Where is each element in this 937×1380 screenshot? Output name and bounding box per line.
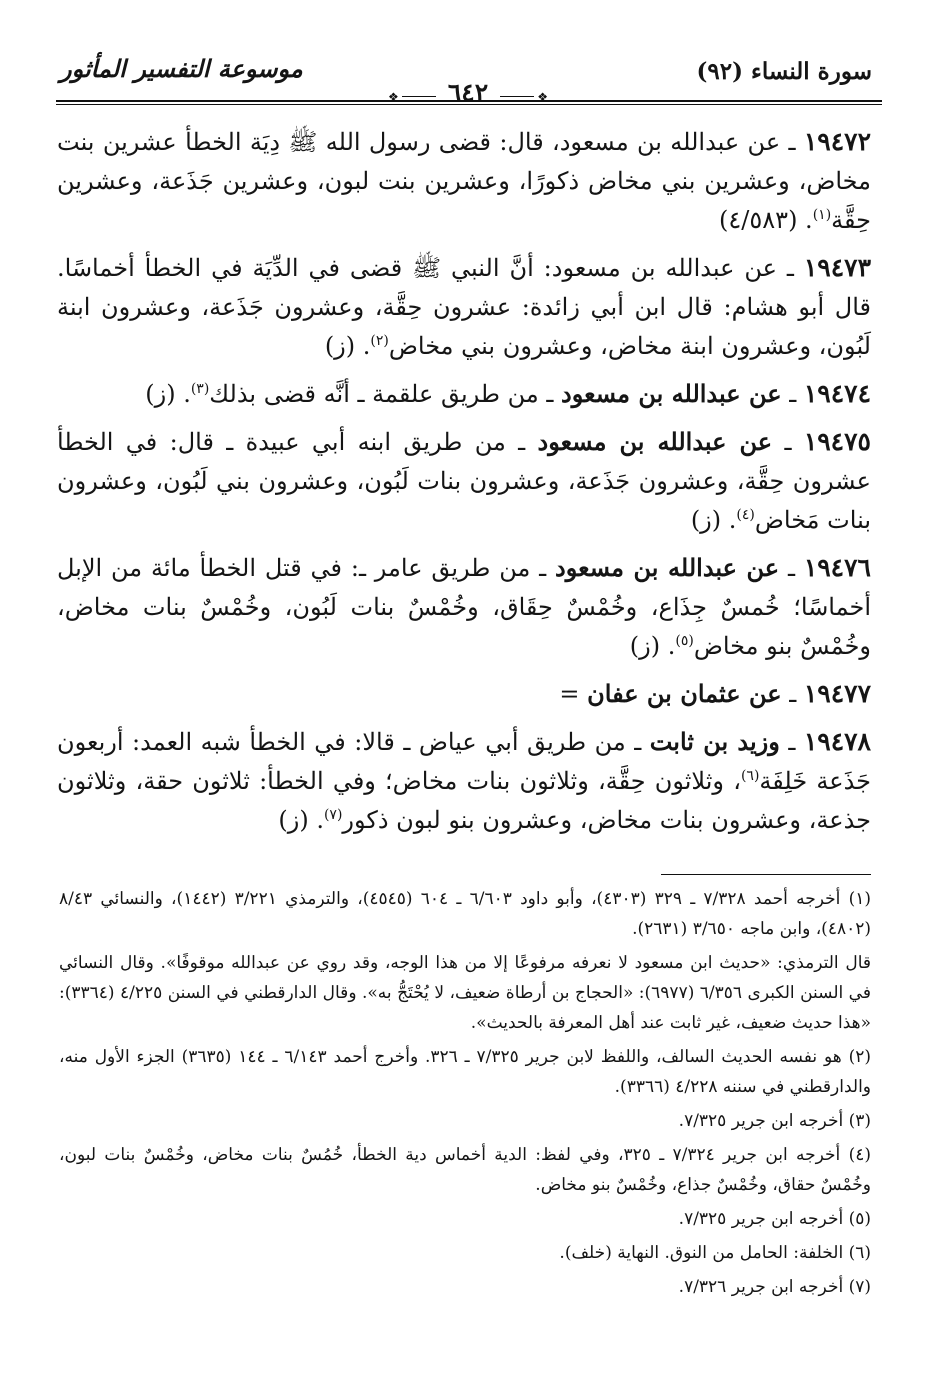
entry-text-continued: ، وثلاثون حِقَّة، وثلاثون بنات مخاض؛ وفي الخطأ: ثلاثون حقة، وثلاثون جذعة، وعشرون بنات مخاض، وعشرون بنو لبون ذكور [57,767,871,834]
ornament-line [500,96,534,97]
entry-number: ١٩٤٧٣ [803,253,871,282]
footnote-ref[interactable]: (١) [812,207,832,223]
ornament-icon: ❖ [388,90,399,104]
entry-text: ـ عن عبدالله بن مسعود، قال: قضى رسول الله ﷺ دِيَة الخطأ عشرين بنت مخاض، وعشرين بني مخاض ذكورًا، وعشرين بنت لبون، وعشرين جَذَعة، وعشرين حِقَّة [57,128,871,234]
entry: ١٩٤٧٦ ـ عن عبدالله بن مسعود ـ من طريق عامر ـ: في قتل الخطأ مائة من الإبل أخماسًا؛ خُمسٌ جِذَاع، وخُمْسٌ حِقَاق، وخُمْسٌ بنات لَبُون، وخُمْسٌ بنات مخاض، وخُمْسٌ بنو مخاض$^{(٥)}$. (ز) [57,553,871,660]
entry-number: ١٩٤٧٧ [803,679,871,708]
footnote-ref[interactable]: (٤) [736,507,755,523]
footnote-ref[interactable]: (٣) [190,381,210,397]
entry-tail: . (ز) [324,332,371,360]
narrator-name: عن عبدالله بن مسعود [537,427,773,456]
entry-text: ـ من طريق أبي عياض ـ قالا: في الخطأ شبه العمد: أربعون جَذَعة خَلِفَة [57,728,871,795]
footnote: قال الترمذي: «حديث ابن مسعود لا نعرفه مرفوعًا إلا من هذا الوجه، وقد روي عن عبدالله موقوفًا». وقال النسائي في السنن الكبرى ٦/٣٥٦ (٦٩٧٧): «الحجاج بن أرطاة ضعيف، لا يُحْتَجُّ به». وقال الدارقطني في السنن ٤/٢٢٥ (٣٣٦٤): «هذا حديث ضعيف، غير ثابت عند أهل المعرفة بالحديث». [59,953,871,1033]
footnote-ref[interactable]: (٢) [370,333,389,349]
footnote: (١) أخرجه أحمد ٧/٣٢٨ ـ ٣٢٩ (٤٣٠٣)، وأبو داود ٦/٦٠٣ ـ ٦٠٤ (٤٥٤٥)، والترمذي ٣/٢٢١ (١٤٤٢)، والنسائي ٨/٤٣ (٤٨٠٢)، وابن ماجه ٣/٦٥٠ (٢٦٣١). [59,889,871,939]
footnote: (٢) هو نفسه الحديث السالف، واللفظ لابن جرير ٧/٣٢٥ ـ ٣٢٦. وأخرج أحمد ٦/١٤٣ ـ ١٤٤ (٣٦٣٥) الجزء الأول منه، والدارقطني في سننه ٤/٢٢٨ (٣٣٦٦). [59,1047,871,1097]
footnote-ref[interactable]: (٧) [323,807,343,823]
entry-tail: . (ز) [690,506,737,534]
narrator-name: عن عثمان بن عفان [587,679,782,708]
footnote-separator [661,874,871,875]
footnote: (٦) الخلفة: الحامل من النوق. النهاية (خلف). [559,1243,871,1263]
entry-text: ـ عن عبدالله بن مسعود: أنَّ النبي ﷺ قضى في الدِّيَة في الخطأ أخماسًا. قال أبو هشام: قال ابن أبي زائدة: عشرون حِقَّة، وعشرون جَذَعة، وعشرون ابنة لَبُون، وعشرون ابنة مخاض، وعشرون بني مخاض [57,254,871,360]
entry-number: ١٩٤٧٢ [803,127,871,156]
footnote: (٥) أخرجه ابن جرير ٧/٣٢٥. [678,1209,871,1229]
entry-text: ـ من طريق علقمة ـ أنَّه قضى بذلك [209,380,554,408]
entry: ١٩٤٧٧ ـ عن عثمان بن عفان = [559,679,871,708]
footnote: (٤) أخرجه ابن جرير ٧/٣٢٤ ـ ٣٢٥، وفي لفظ: الدية أخماس دية الخطأ، خُمُسٌ بنات مخاض، وخُمْسٌ بنات لبون، وخُمْسٌ حقاق، وخُمْسٌ جذاع، وخُمْسٌ بنو مخاض. [59,1145,871,1195]
entry-text: = [559,680,580,708]
narrator-name: وزيد بن ثابت [649,727,780,756]
entry: ١٩٤٧٤ ـ عن عبدالله بن مسعود ـ من طريق علقمة ـ أنَّه قضى بذلك$^{(٣)}$. (ز) [145,379,871,408]
entry-tail: . (٤/٥٨٣) [719,206,813,234]
footnote-ref[interactable]: (٦) [740,768,760,784]
narrator-name: عن عبدالله بن مسعود [555,553,780,582]
surah-title: سورة النساء (٩٢) [696,58,872,85]
entry-text: ـ من طريق ابنه أبي عبيدة ـ قال: في الخطأ عشرون حِقَّة، وعشرون جَذَعة، وعشرون بنات لَبُون، وعشرون بني لَبُون، وعشرون بنات مَخاض [57,428,871,534]
narrator-name: عن عبدالله بن مسعود [561,379,782,408]
footnote: (٧) أخرجه ابن جرير ٧/٣٢٦. [678,1277,871,1297]
entry-tail: . (ز) [629,632,676,660]
entry [57,248,871,366]
entry: ١٩٤٧٥ ـ عن عبدالله بن مسعود ـ من طريق ابنه أبي عبيدة ـ قال: في الخطأ عشرون حِقَّة، وعشرون جَذَعة، وعشرون بنات لَبُون، وعشرون بني لَبُون، وعشرون بنات مَخاض$^{(٤)}$. (ز) [57,427,871,534]
page-header [56,52,880,107]
header-rule [56,100,882,102]
entry-number: ١٩٤٧٦ [803,553,871,582]
header-rule [56,104,882,105]
entry: ١٩٤٧٨ ـ وزيد بن ثابت ـ من طريق أبي عياض ـ قالا: في الخطأ شبه العمد: أربعون جَذَعة خَلِفَة$^{(٦)}$، وثلاثون حِقَّة، وثلاثون بنات مخاض؛ وفي الخطأ: ثلاثون حقة، وثلاثون جذعة، وعشرون بنات مخاض، وعشرون بنو لبون ذكور$^{(٧)}$. (ز) [57,727,871,834]
entry-number: ١٩٤٧٨ [803,727,871,756]
ornament-icon: ❖ [537,90,548,104]
page-number: ٦٤٢ [442,78,494,107]
entry-tail: . (ز) [145,380,191,408]
entry [57,122,871,240]
footnote-ref[interactable]: (٥) [675,633,694,649]
footnote: (٣) أخرجه ابن جرير ٧/٣٢٥. [678,1111,871,1131]
footnotes [59,884,871,1306]
main-text [57,122,871,840]
entry-number: ١٩٤٧٥ [803,427,871,456]
book-title: موسوعة التفسير المأثور [60,54,303,83]
entry-text: ـ من طريق عامر ـ: في قتل الخطأ مائة من الإبل أخماسًا؛ خُمسٌ جِذَاع، وخُمْسٌ حِقَاق، وخُمْسٌ بنات لَبُون، وخُمْسٌ بنات مخاض، وخُمْسٌ بنو مخاض [57,554,871,660]
entry-tail: . (ز) [278,806,324,834]
ornament-line [402,96,436,97]
entry-number: ١٩٤٧٤ [803,379,871,408]
